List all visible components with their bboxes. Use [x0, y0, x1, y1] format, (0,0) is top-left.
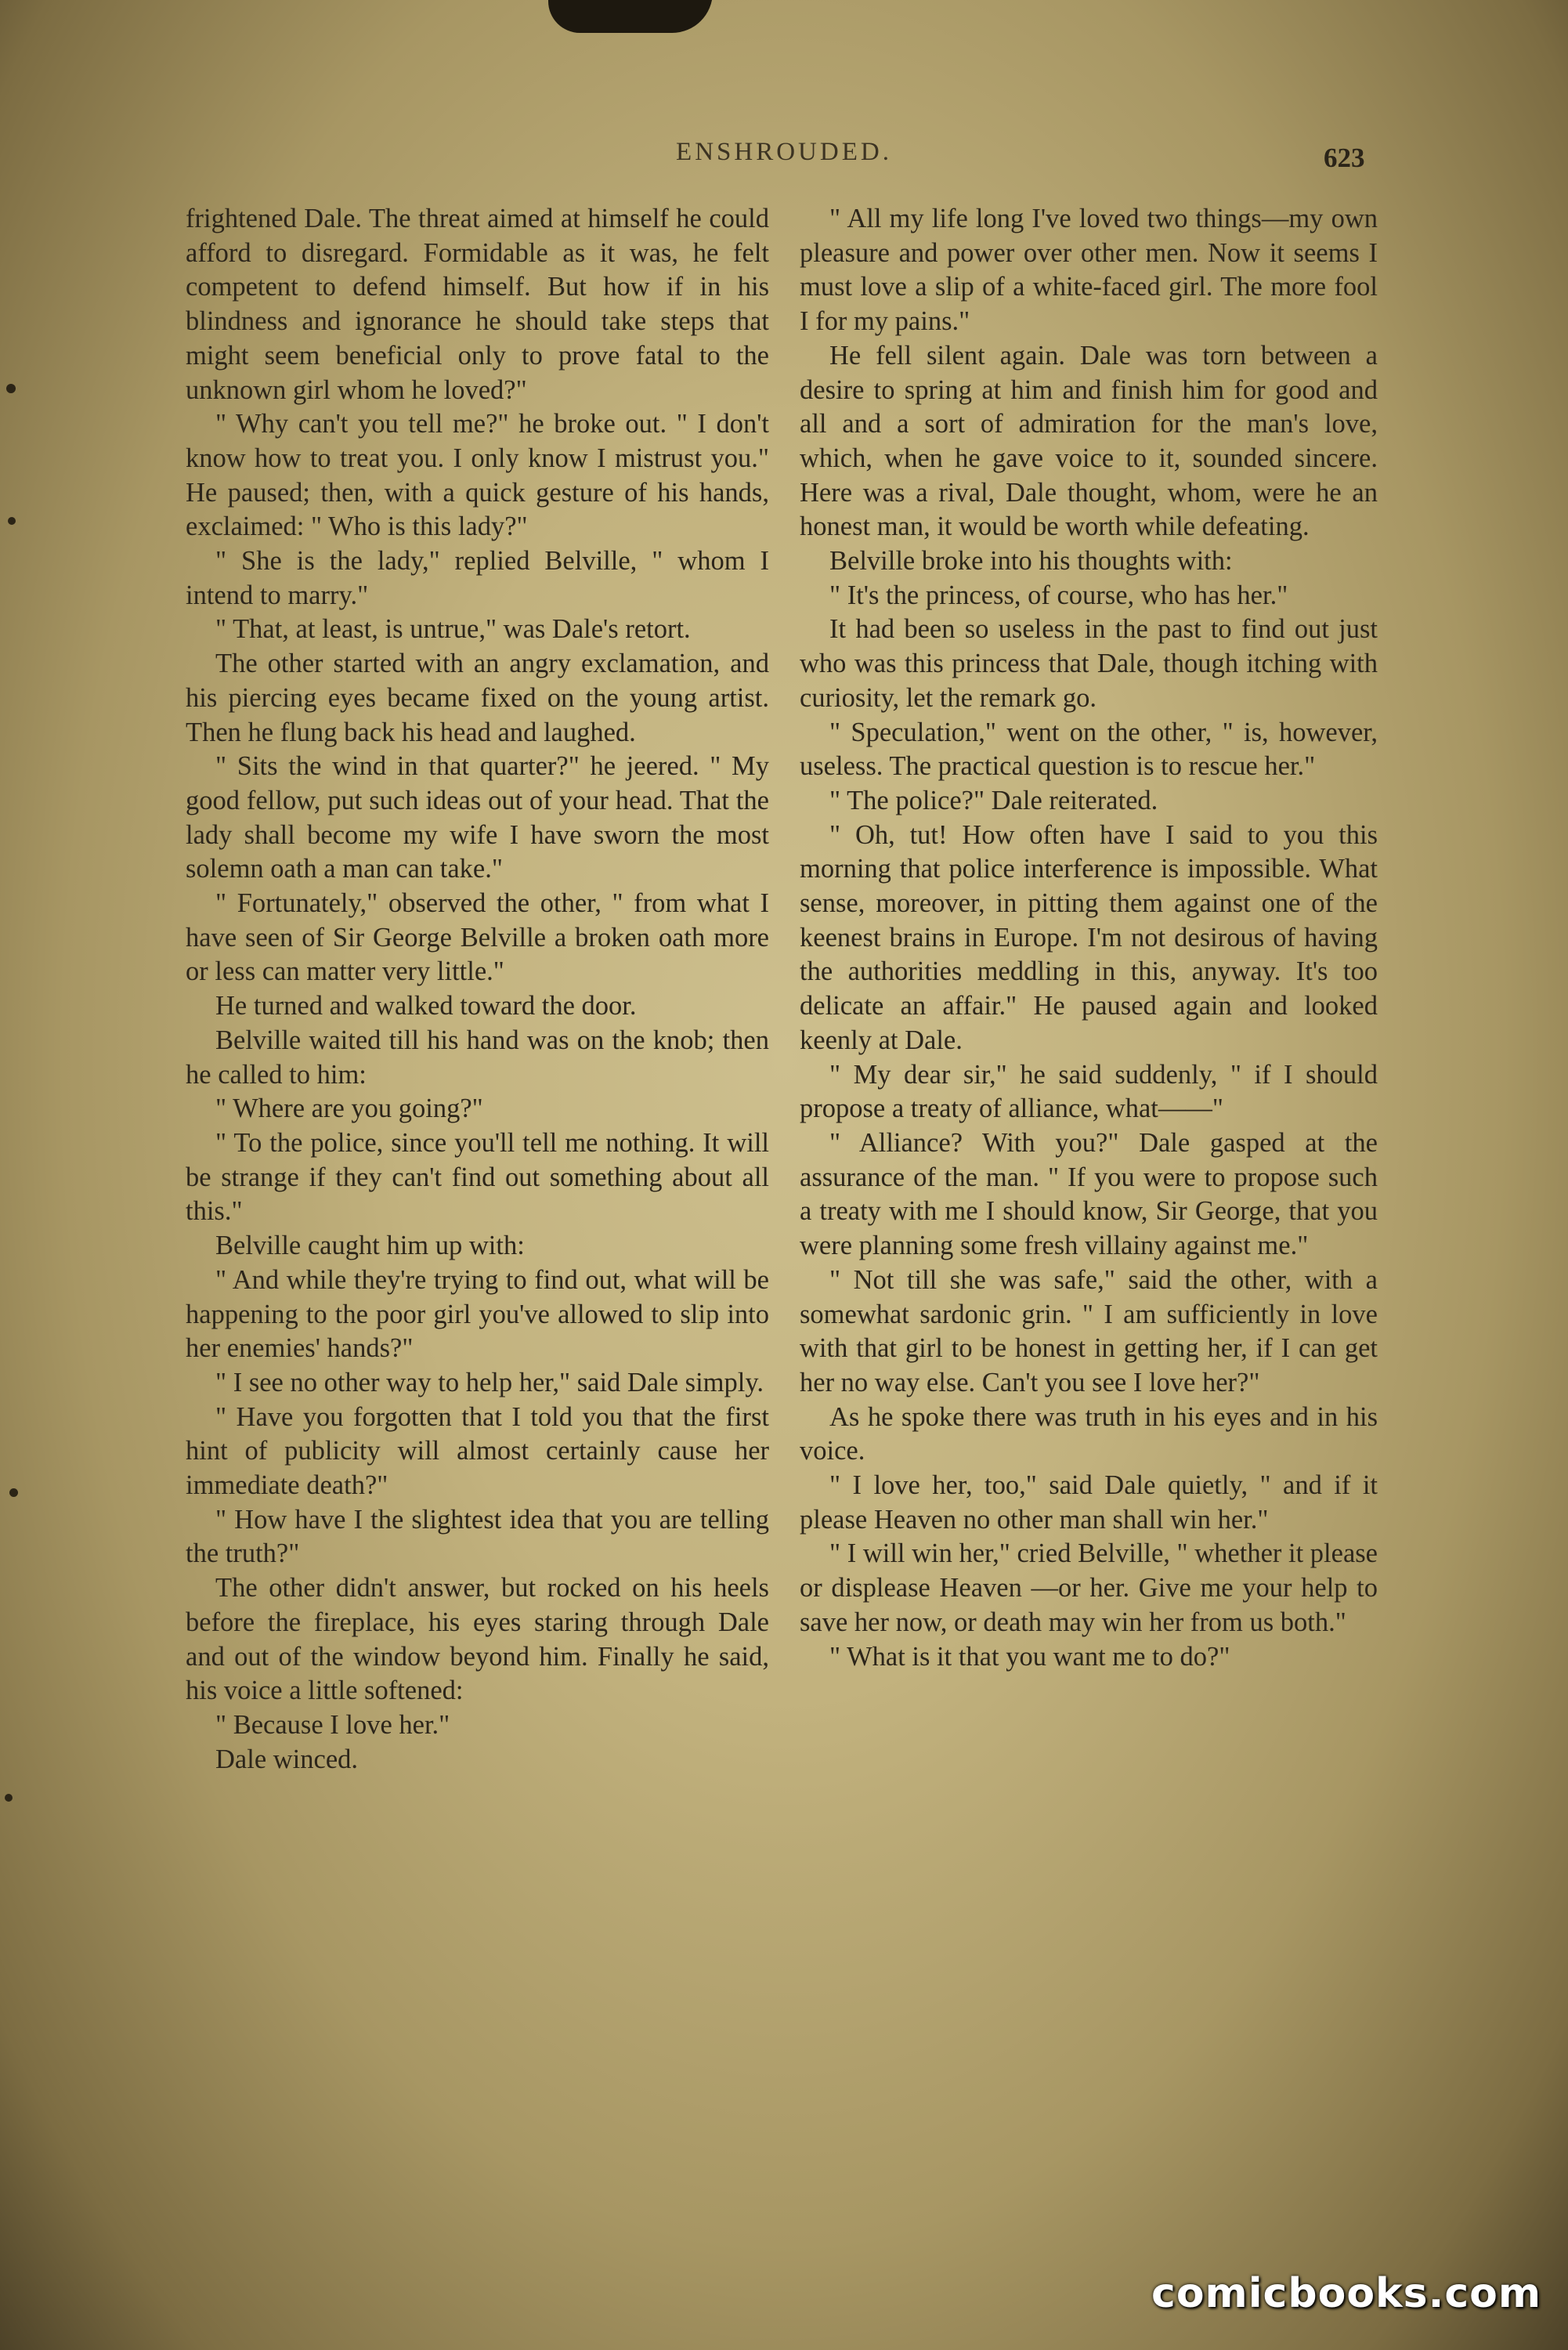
paragraph: " Oh, tut! How often have I said to you this morning that police interference is impossible. What sense, moreover, in pitting them against one of the keenest brains in Europe. I'm not desirous of having the authorities meddling in this, anyway. It's too delicate an affair." He paused again and looked keenly at Dale.: [800, 819, 1378, 1055]
paragraph: " My dear sir," he said suddenly, " if I should propose a treaty of alliance, what——": [800, 1059, 1378, 1124]
paper-speck: [8, 517, 16, 525]
paragraph: " Because I love her.": [215, 1709, 450, 1740]
left-column: [186, 202, 769, 1777]
paragraph: Belville waited till his hand was on the knob; then he called to him:: [186, 1025, 769, 1090]
paragraph: " The police?" Dale reiterated.: [829, 785, 1158, 815]
page-number: 623: [1324, 143, 1365, 173]
paragraph: As he spoke there was truth in his eyes and in his voice.: [800, 1401, 1378, 1466]
paragraph: " I will win her," cried Belville, " whether it please or displease Heaven —or her. Give me your help to save her now, or death may win her from us both.": [800, 1538, 1378, 1637]
paragraph: " That, at least, is untrue," was Dale's retort.: [215, 614, 691, 645]
paragraph: He fell silent again. Dale was torn between a desire to spring at him and finish him for good and all and a sort of admiration for the man's love, which, when he gave voice to it, sounded sincere. Here was a rival, Dale thought, whom, were he an honest man, it would be worth while defeating.: [800, 340, 1378, 542]
paragraph: " She is the lady," replied Belville, " whom I intend to marry.": [186, 546, 769, 610]
watermark: comicbooks.com: [1151, 2270, 1542, 2317]
paragraph: It had been so useless in the past to find out just who was this princess that Dale, though itching with curiosity, let the remark go.: [800, 614, 1378, 713]
paragraph: " Where are you going?": [215, 1094, 483, 1124]
paragraph: Belville caught him up with:: [215, 1231, 525, 1261]
paragraph: " How have I the slightest idea that you are telling the truth?": [186, 1504, 769, 1569]
paragraph: The other didn't answer, but rocked on his heels before the fireplace, his eyes staring through Dale and out of the window beyond him. Finally he said, his voice a little softened:: [186, 1573, 769, 1706]
paragraph: " Fortunately," observed the other, " from what I have seen of Sir George Belville a broken oath more or less can matter very little.": [186, 888, 769, 987]
paragraph: " I love her, too," said Dale quietly, " and if it please Heaven no other man shall win her.": [800, 1470, 1378, 1535]
paragraph: " Sits the wind in that quarter?" he jeered. " My good fellow, put such ideas out of your head. That the lady shall become my wife I have sworn the most solemn oath a man can take.": [186, 751, 769, 884]
running-header: ENSHROUDED.: [676, 138, 892, 166]
paragraph: " What is it that you want me to do?": [829, 1641, 1230, 1672]
paragraph: He turned and walked toward the door.: [215, 991, 637, 1021]
paragraph: " Alliance? With you?" Dale gasped at the assurance of the man. " If you were to propose such a treaty with me I should know, Sir George, that you were planning some fresh villainy against me.": [800, 1127, 1378, 1261]
paragraph: " All my life long I've loved two things—my own pleasure and power over other men. Now it seems I must love a slip of a white-faced girl. The more fool I for my pains.": [800, 204, 1378, 337]
paragraph: " To the police, since you'll tell me nothing. It will be strange if they can't find out something about all this.": [186, 1127, 769, 1227]
paragraph: " And while they're trying to find out, what will be happening to the poor girl you've allowed to slip into her enemies' hands?": [186, 1264, 769, 1364]
right-column: [800, 202, 1378, 1674]
paragraph: " It's the princess, of course, who has her.": [829, 580, 1288, 610]
paragraph: Belville broke into his thoughts with:: [829, 546, 1233, 577]
paper-speck: [6, 384, 16, 393]
paragraph: The other started with an angry exclamation, and his piercing eyes became fixed on the young artist. Then he flung back his head and laughed.: [186, 649, 769, 747]
paragraph: Dale winced.: [215, 1744, 359, 1774]
paragraph: " Why can't you tell me?" he broke out. " I don't know how to treat you. I only know I mistrust you." He paused; then, with a quick gesture of his hands, exclaimed: " Who is this lady?": [186, 409, 769, 542]
torn-edge: [548, 0, 713, 33]
paragraph: frightened Dale. The threat aimed at himself he could afford to disregard. Formidable as it was, he felt competent to defend himself. But how if in his blindness and ignorance he should take steps that might seem beneficial only to prove fatal to the unknown girl whom he loved?": [186, 204, 769, 405]
paper-speck: [5, 1794, 13, 1802]
paragraph: " Speculation," went on the other, " is, however, useless. The practical question is to rescue her.": [800, 717, 1378, 782]
paper-speck: [9, 1488, 18, 1497]
paragraph: " Have you forgotten that I told you that the first hint of publicity will almost certainly cause her immediate death?": [186, 1401, 769, 1501]
paragraph: " I see no other way to help her," said Dale simply.: [215, 1367, 764, 1397]
paragraph: " Not till she was safe," said the other, with a somewhat sardonic grin. " I am sufficiently in love with that girl to be honest in getting her, if I can get her no way else. Can't you see I love her?": [800, 1264, 1378, 1397]
